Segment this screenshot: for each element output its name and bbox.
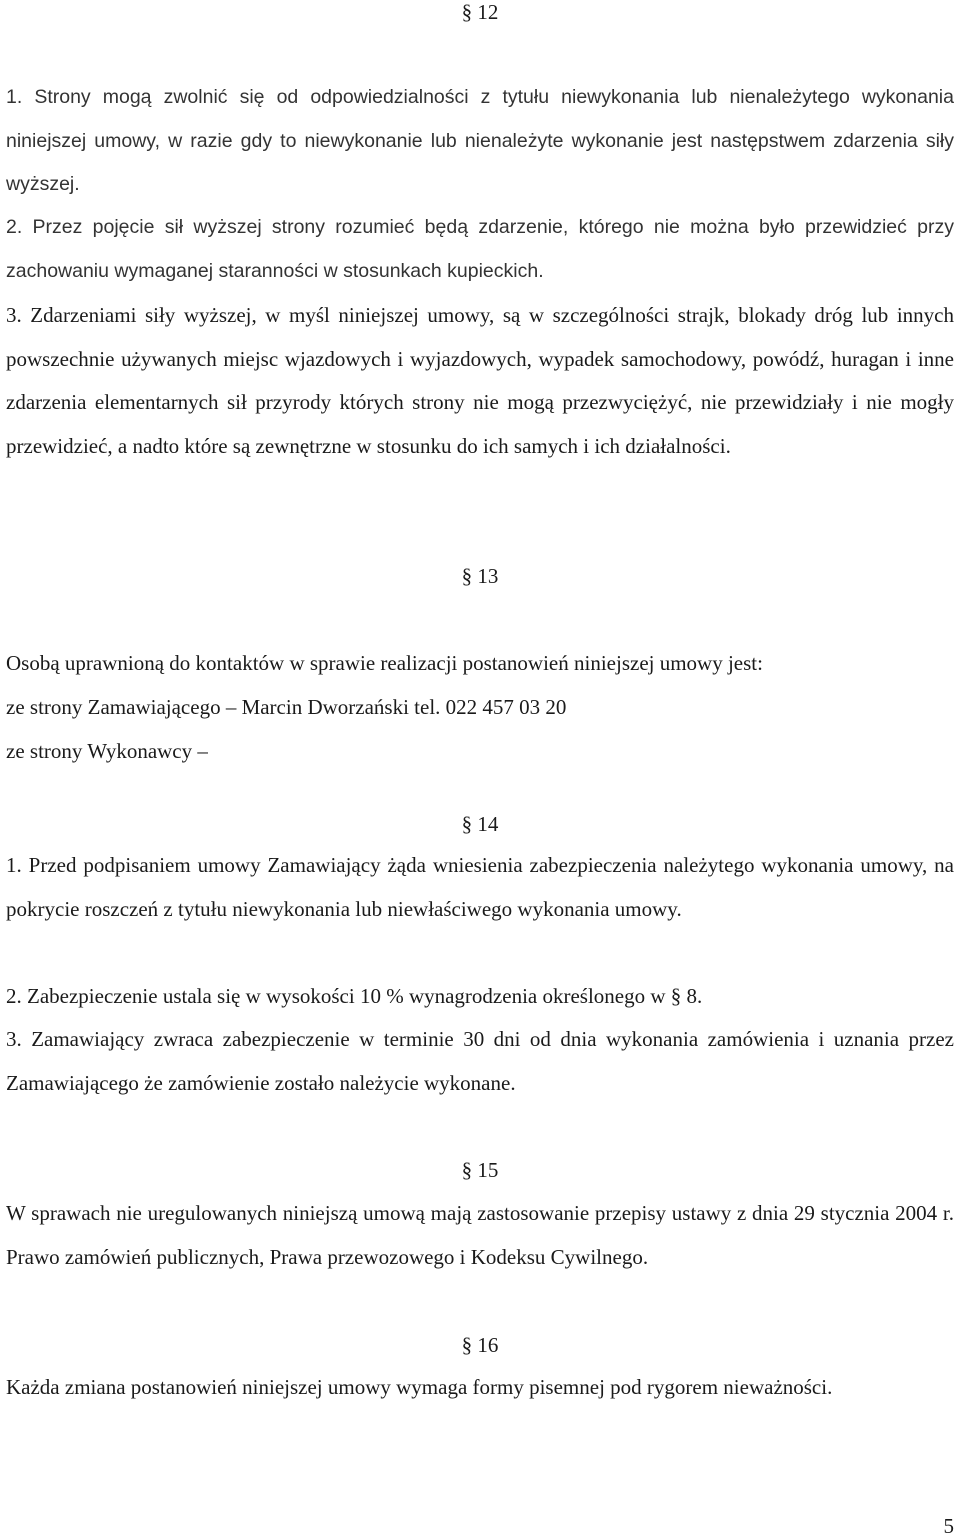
section-12-heading: § 12 — [461, 0, 499, 24]
section-12-paragraph-1: 1. Strony mogą zwolnić się od odpowiedzialności z tytułu niewykonania lub nienależytego wykonania niniejszej umowy, w razie gdy to niewykonanie lub nienależyte wykonanie jest następstwem zdarzenia siły wyższej. — [6, 86, 954, 195]
section-14-paragraph-1: 1. Przed podpisaniem umowy Zamawiający żąda wniesienia zabezpieczenia należytego wykonania umowy, na pokrycie roszczeń z tytułu niewykonania lub niewłaściwego wykonania umowy. — [6, 853, 954, 921]
section-14-paragraph-2: 2. Zabezpieczenie ustala się w wysokości 10 % wynagrodzenia określonego w § 8. — [6, 984, 703, 1008]
section-13-heading: § 13 — [461, 564, 499, 588]
section-13-contact-intro: Osobą uprawnioną do kontaktów w sprawie realizacji postanowień niniejszej umowy jest: — [6, 651, 763, 675]
section-15-paragraph-1: W sprawach nie uregulowanych niniejszą umową mają zastosowanie przepisy ustawy z dnia 29 stycznia 2004 r. Prawo zamówień publicznych, Prawa przewozowego i Kodeksu Cywilnego. — [6, 1201, 954, 1269]
section-13-contact-ordering-party: ze strony Zamawiającego – Marcin Dworzański tel. 022 457 03 20 — [6, 695, 567, 719]
section-16-paragraph-1: Każda zmiana postanowień niniejszej umowy wymaga formy pisemnej pod rygorem nieważności. — [6, 1375, 833, 1399]
section-15-heading: § 15 — [461, 1158, 499, 1182]
section-16-heading: § 16 — [461, 1333, 499, 1357]
section-13-contact-contractor: ze strony Wykonawcy – — [6, 739, 208, 763]
section-14-paragraph-3: 3. Zamawiający zwraca zabezpieczenie w terminie 30 dni od dnia wykonania zamówienia i uznania przez Zamawiającego że zamówienie zostało należycie wykonane. — [6, 1027, 954, 1095]
section-12-paragraph-3: 3. Zdarzeniami siły wyższej, w myśl niniejszej umowy, są w szczególności strajk, blokady dróg lub innych powszechnie używanych miejsc wjazdowych i wyjazdowych, wypadek samochodowy, powódź, huragan i inne zdarzenia elementarnych sił przyrody których strony nie mogą przezwyciężyć, nie przewidziały i nie mogły przewidzieć, a nadto które są zewnętrzne w stosunku do ich samych i ich działalności. — [6, 303, 954, 458]
section-14-heading: § 14 — [461, 812, 499, 836]
section-12-paragraph-2: 2. Przez pojęcie sił wyższej strony rozumieć będą zdarzenie, którego nie można było przewidzieć przy zachowaniu wymaganej staranności w stosunkach kupieckich. — [6, 216, 954, 282]
page-number: 5 — [943, 1514, 954, 1538]
